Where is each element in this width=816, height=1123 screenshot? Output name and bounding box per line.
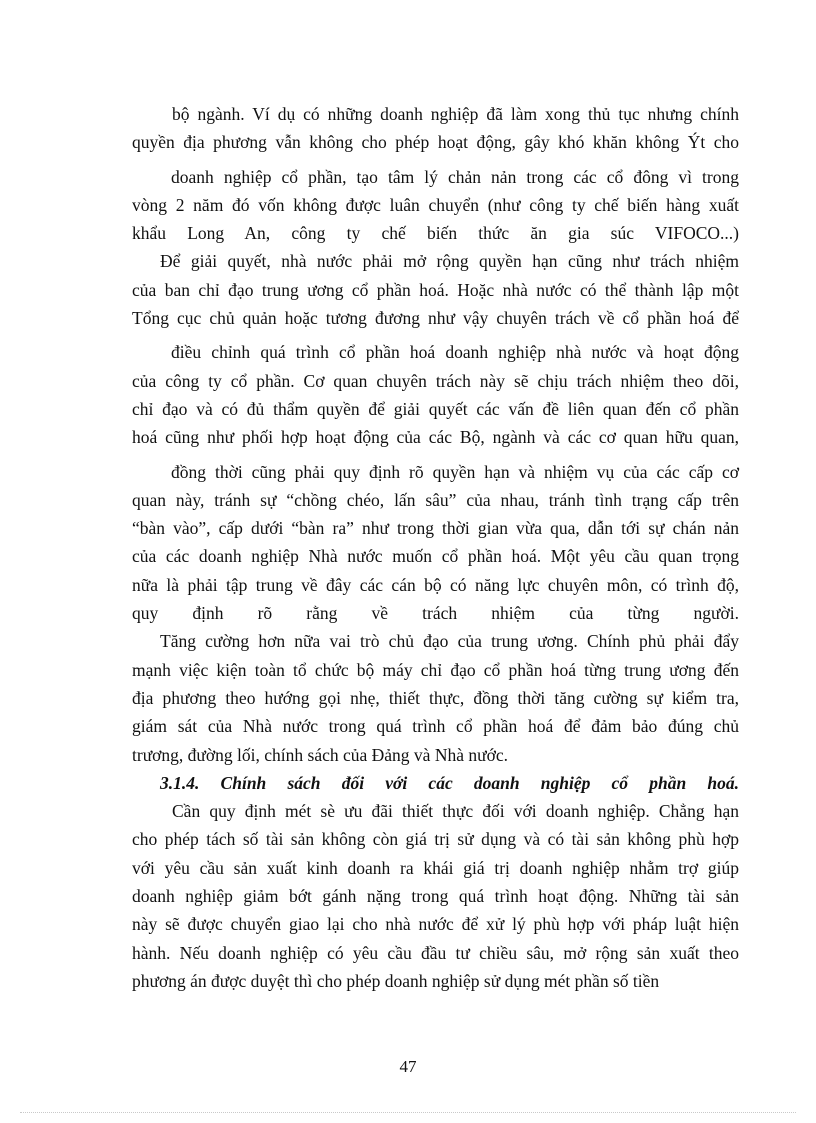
text-line: doanh nghiệp giảm bớt gánh nặng trong quá trình hoạt động. Những tài sản xyxy=(132,886,739,907)
text-line: điều chỉnh quá trình cổ phần hoá doanh nghiệp nhà nước và hoạt động xyxy=(171,342,739,363)
text-line: khẩu Long An, công ty chế biến thức ăn gia súc VIFOCO...) xyxy=(132,223,739,244)
text-line: hành. Nếu doanh nghiệp có yêu cầu đầu tư chiều sâu, mở rộng sản xuất theo xyxy=(132,942,739,963)
page-number: 47 xyxy=(399,1057,417,1076)
text-line: cho phép tách số tài sản không còn giá trị sử dụng và có tài sản không phù hợp xyxy=(132,829,739,850)
body-text xyxy=(132,100,739,995)
text-line: “bàn vào”, cấp dưới “bàn ra” như trong thời gian vừa qua, dẫn tới sự chán nản xyxy=(132,518,739,539)
text-line: của công ty cổ phần. Cơ quan chuyên trách này sẽ chịu trách nhiệm theo dõi, xyxy=(132,370,739,391)
text-line: đồng thời cũng phải quy định rõ quyền hạn và nhiệm vụ của các cấp cơ xyxy=(171,461,739,482)
section-heading: 3.1.4. Chính sách đối với các doanh nghiệp cổ phần hoá. xyxy=(160,772,739,793)
text-line: trương, đường lối, chính sách của Đảng và Nhà nước. xyxy=(132,744,508,765)
text-line: hoá cũng như phối hợp hoạt động của các Bộ, ngành và các cơ quan hữu quan, xyxy=(132,427,739,448)
text-line: của các doanh nghiệp Nhà nước muốn cổ phần hoá. Một yêu cầu quan trọng xyxy=(132,546,739,567)
text-line: giám sát của Nhà nước trong quá trình cổ phần hoá để đảm bảo đúng chủ xyxy=(132,716,739,737)
text-line: của ban chỉ đạo trung ương cổ phần hoá. Hoặc nhà nước có thể thành lập một xyxy=(132,279,739,300)
page-bottom-divider xyxy=(20,1112,796,1113)
text-line: quy định rõ rằng về trách nhiệm của từng người. xyxy=(132,603,739,624)
text-line: Tổng cục chủ quản hoặc tương đương như vậy chuyên trách về cổ phần hoá để xyxy=(132,308,739,329)
text-line: Cần quy định mét sè ưu đãi thiết thực đối với doanh nghiệp. Chẳng hạn xyxy=(172,801,739,822)
text-line: vòng 2 năm đó vốn không được luân chuyển (như công ty chế biến hàng xuất xyxy=(132,194,739,215)
text-line: này sẽ được chuyển giao lại cho nhà nước để xử lý phù hợp với pháp luật hiện xyxy=(132,914,739,935)
text-line: mạnh việc kiện toàn tổ chức bộ máy chỉ đạo cổ phần hoá từng trung ương đến xyxy=(132,659,739,680)
text-line: Tăng cường hơn nữa vai trò chủ đạo của trung ương. Chính phủ phải đẩy xyxy=(160,631,739,652)
text-line: chỉ đạo và có đủ thẩm quyền để giải quyết các vấn đề liên quan đến cổ phần xyxy=(132,398,739,419)
text-line: Để giải quyết, nhà nước phải mở rộng quyền hạn cũng như trách nhiệm xyxy=(160,251,739,272)
text-line: doanh nghiệp cổ phần, tạo tâm lý chản nản trong các cổ đông vì trong xyxy=(171,166,739,187)
text-line: quyền địa phương vẫn không cho phép hoạt động, gây khó khăn không Ýt cho xyxy=(132,132,739,153)
text-line: phương án được duyệt thì cho phép doanh nghiệp sử dụng mét phần số tiền xyxy=(132,970,660,991)
text-line: nữa là phải tập trung về đây các cán bộ có năng lực chuyên môn, có trình độ, xyxy=(132,574,739,595)
text-line: với yêu cầu sản xuất kinh doanh ra khái giá trị doanh nghiệp nhằm trợ giúp xyxy=(132,857,739,878)
text-line: quan này, tránh sự “chồng chéo, lấn sâu” của nhau, tránh tình trạng cấp trên xyxy=(132,489,739,510)
text-line: địa phương theo hướng gọi nhẹ, thiết thực, đồng thời tăng cường sự kiểm tra, xyxy=(132,687,739,708)
text-line: bộ ngành. Ví dụ có những doanh nghiệp đã làm xong thủ tục nhưng chính xyxy=(172,104,739,124)
